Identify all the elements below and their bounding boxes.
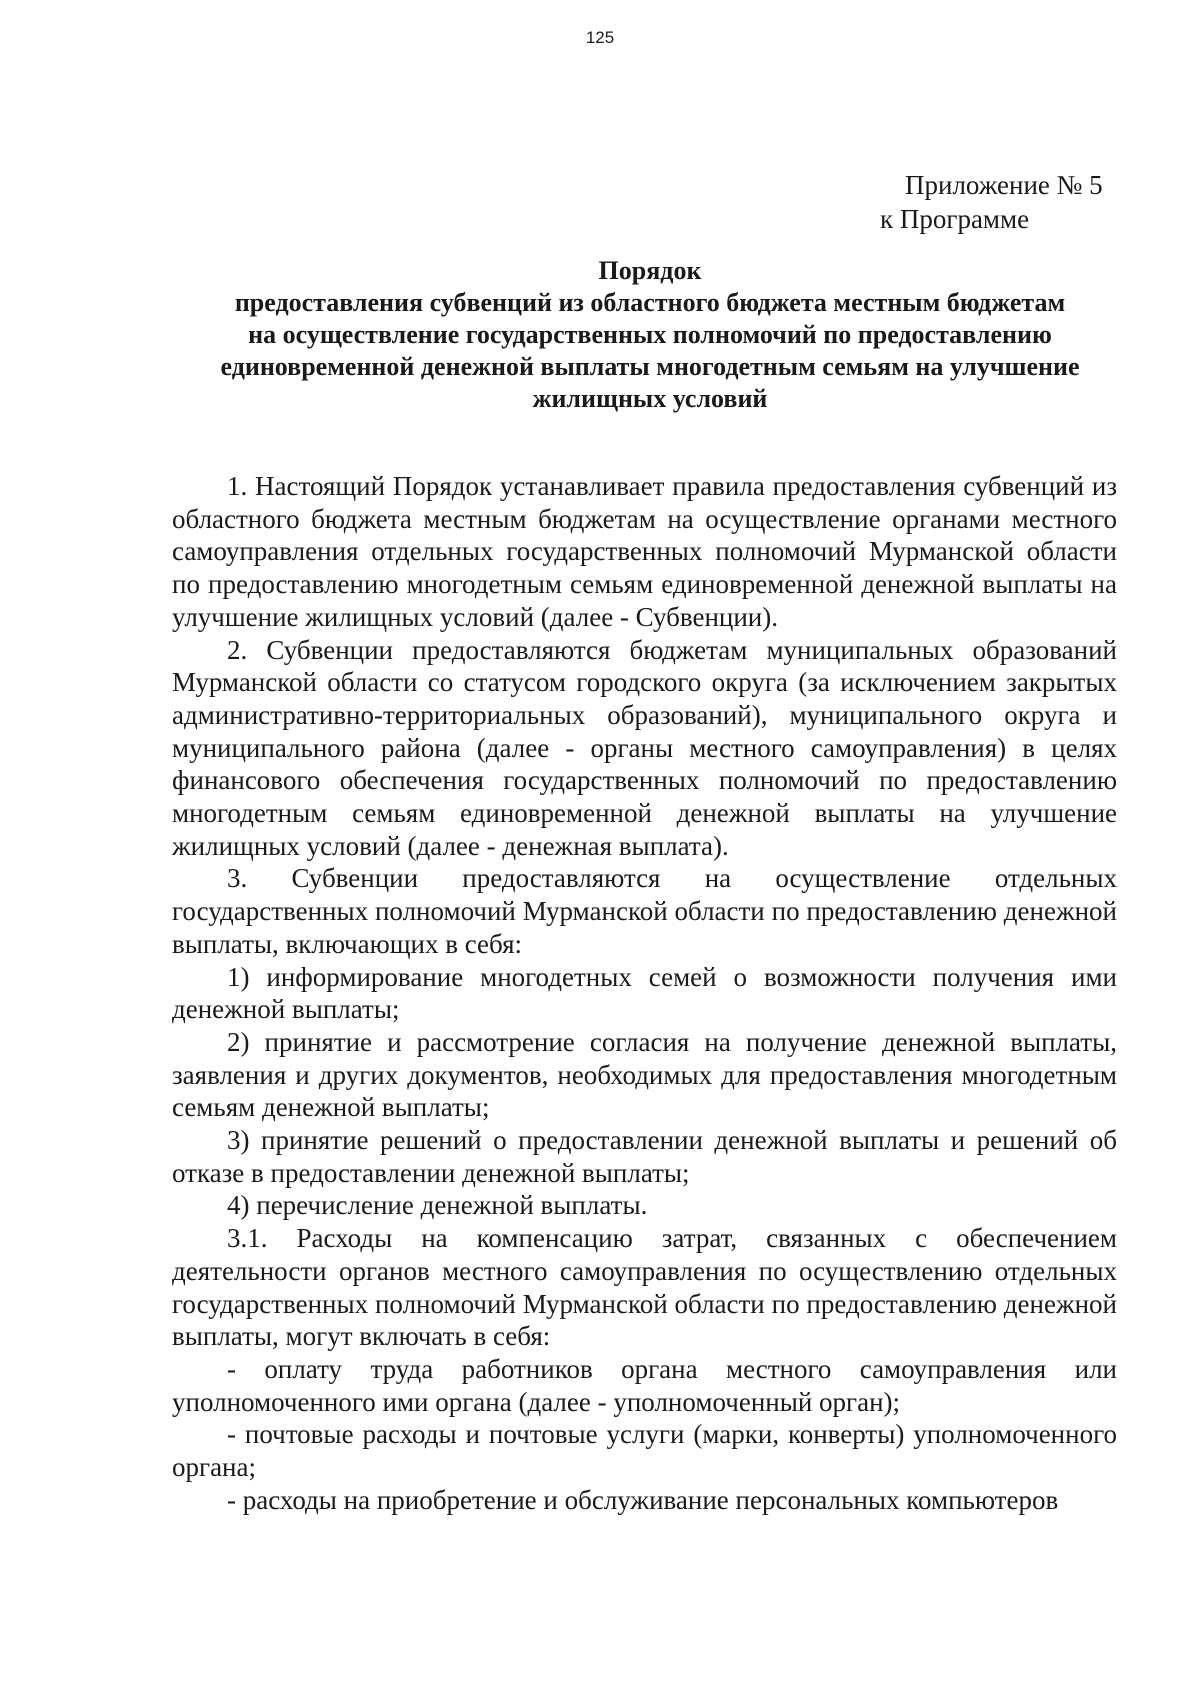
- page-number: 125: [585, 28, 615, 47]
- title-line-2: на осуществление государственных полномочий по предоставлению: [248, 320, 1052, 349]
- appendix-note: [880, 168, 1103, 236]
- paragraph-1: 1. Настоящий Порядок устанавливает правила предоставления субвенций из областного бюджета местным бюджетам на осуществление органами местного самоуправления отдельных государственных полномочий Мурманской области по предоставлению многодетным семьям единовременной денежной выплаты на улучшение жилищных условий (далее - Субвенции).: [172, 471, 1117, 632]
- list-item-1: 1) информирование многодетных семей о возможности получения ими денежной выплаты;: [172, 961, 1117, 1025]
- paragraph-3: 3. Субвенции предоставляются на осуществление отдельных государственных полномочий Мурманской области по предоставлению денежной выплаты, включающих в себя:: [172, 863, 1117, 959]
- expense-item-1: - оплату труда работников органа местного самоуправления или уполномоченного ими органа (далее - уполномоченный орган);: [172, 1353, 1117, 1417]
- document-body: [172, 470, 1117, 1517]
- paragraph-2: 2. Субвенции предоставляются бюджетам муниципальных образований Мурманской области со статусом городского округа (за исключением закрытых административно-территориальных образований), муниципального округа и муниципального района (далее - органы местного самоуправления) в целях финансового обеспечения государственных полномочий по предоставлению многодетным семьям единовременной денежной выплаты на улучшение жилищных условий (далее - денежная выплата).: [172, 634, 1117, 861]
- paragraph-3-1: 3.1. Расходы на компенсацию затрат, связанных с обеспечением деятельности органов местного самоуправления по осуществлению отдельных государственных полномочий Мурманской области по предоставлению денежной выплаты, могут включать в себя:: [172, 1223, 1117, 1352]
- title-line-4: жилищных условий: [532, 384, 768, 413]
- title-line-3: единовременной денежной выплаты многодетным семьям на улучшение: [220, 352, 1080, 381]
- list-item-2: 2) принятие и рассмотрение согласия на получение денежной выплаты, заявления и других документов, необходимых для предоставления многодетным семьям денежной выплаты;: [172, 1026, 1117, 1123]
- list-item-4: 4) перечисление денежной выплаты.: [227, 1190, 648, 1221]
- list-item-3: 3) принятие решений о предоставлении денежной выплаты и решений об отказе в предоставлении денежной выплаты;: [172, 1125, 1117, 1188]
- title-line-1: предоставления субвенций из областного бюджета местным бюджетам: [234, 288, 1066, 317]
- appendix-line-2: к Программе: [880, 204, 1030, 234]
- expense-item-3: - расходы на приобретение и обслуживание персональных компьютеров: [227, 1484, 1059, 1515]
- expense-item-2: - почтовые расходы и почтовые услуги (марки, конверты) уполномоченного органа;: [172, 1419, 1117, 1483]
- document-title: [170, 255, 1130, 415]
- appendix-line-1: Приложение № 5: [905, 170, 1103, 200]
- title-heading: Порядок: [598, 256, 702, 285]
